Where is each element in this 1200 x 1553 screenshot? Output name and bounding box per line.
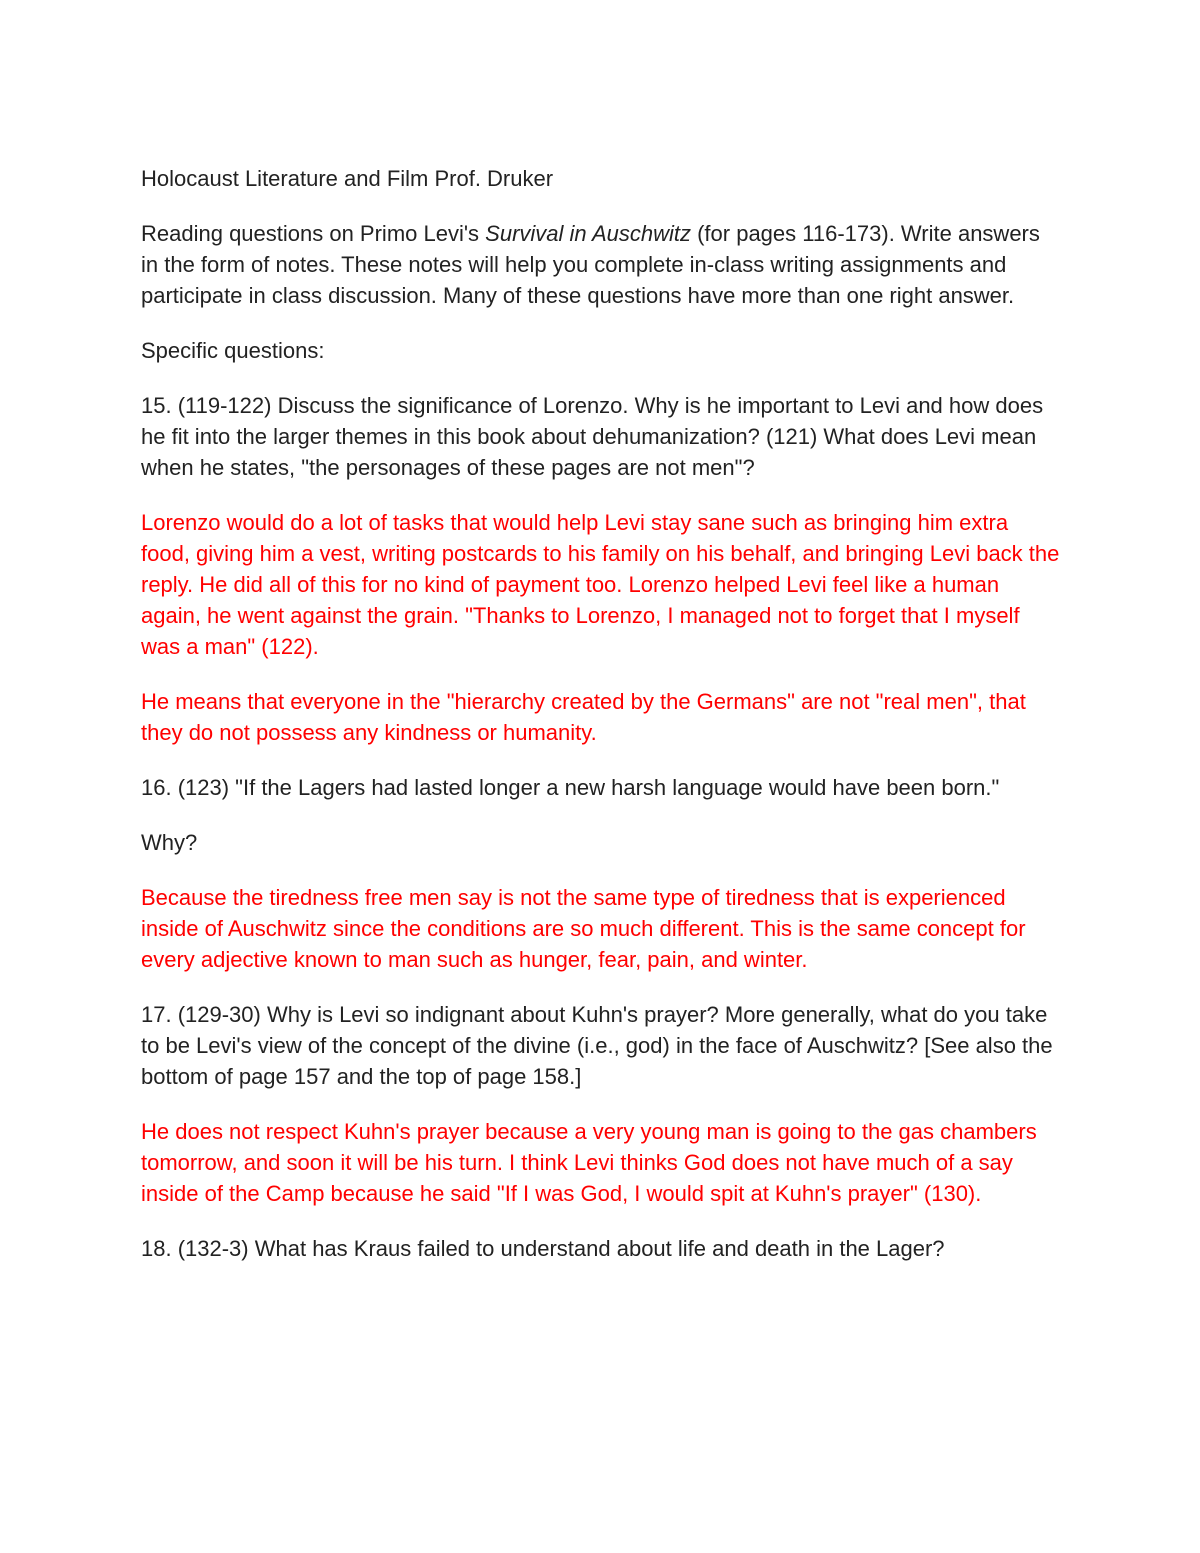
book-title: Survival in Auschwitz (485, 221, 691, 246)
question-16-followup: Why? (141, 830, 198, 855)
section-heading: Specific questions: (141, 338, 325, 363)
answer-15-part-2: He means that everyone in the "hierarchy created by the Germans" are not "real men", that they do not possess any kindness or humanity. (141, 689, 1026, 745)
answer-17: He does not respect Kuhn's prayer because a very young man is going to the gas chambers tomorrow, and soon it will be his turn. I think Levi thinks God does not have much of a say inside of the Camp because he said "If I was God, I would spit at Kuhn's prayer" (130). (141, 1119, 1037, 1206)
document-title: Holocaust Literature and Film Prof. Druker (141, 166, 554, 191)
answer-15-part-1: Lorenzo would do a lot of tasks that would help Levi stay sane such as bringing him extra food, giving him a vest, writing postcards to his family on his behalf, and bringing Levi back the reply. He did all of this for no kind of payment too. Lorenzo helped Levi feel like a human again, he went against the grain. "Thanks to Lorenzo, I managed not to forget that I myself was a man" (122). (141, 510, 1060, 659)
document-page (141, 163, 1061, 1288)
intro-paragraph (141, 218, 1061, 311)
answer-16: Because the tiredness free men say is not the same type of tiredness that is experienced inside of Auschwitz since the conditions are so much different. This is the same concept for every adjective known to man such as hunger, fear, pain, and winter. (141, 885, 1026, 972)
question-16: 16. (123) "If the Lagers had lasted longer a new harsh language would have been born." (141, 775, 1000, 800)
intro-text-end: (for pages 116-173). Write answers in the form of notes. These notes will help you complete in-class writing assignments and participate in class discussion. Many of these questions have more than one right answer. (141, 221, 1040, 308)
question-18: 18. (132-3) What has Kraus failed to understand about life and death in the Lager? (141, 1236, 945, 1261)
question-17: 17. (129-30) Why is Levi so indignant about Kuhn's prayer? More generally, what do you take to be Levi's view of the concept of the divine (i.e., god) in the face of Auschwitz? [See also the bottom of page 157 and the top of page 158.] (141, 1002, 1053, 1089)
question-15: 15. (119-122) Discuss the significance of Lorenzo. Why is he important to Levi and how does he fit into the larger themes in this book about dehumanization? (121) What does Levi mean when he states, "the personages of these pages are not men"? (141, 393, 1044, 480)
intro-text-start: Reading questions on Primo Levi's (141, 221, 486, 246)
